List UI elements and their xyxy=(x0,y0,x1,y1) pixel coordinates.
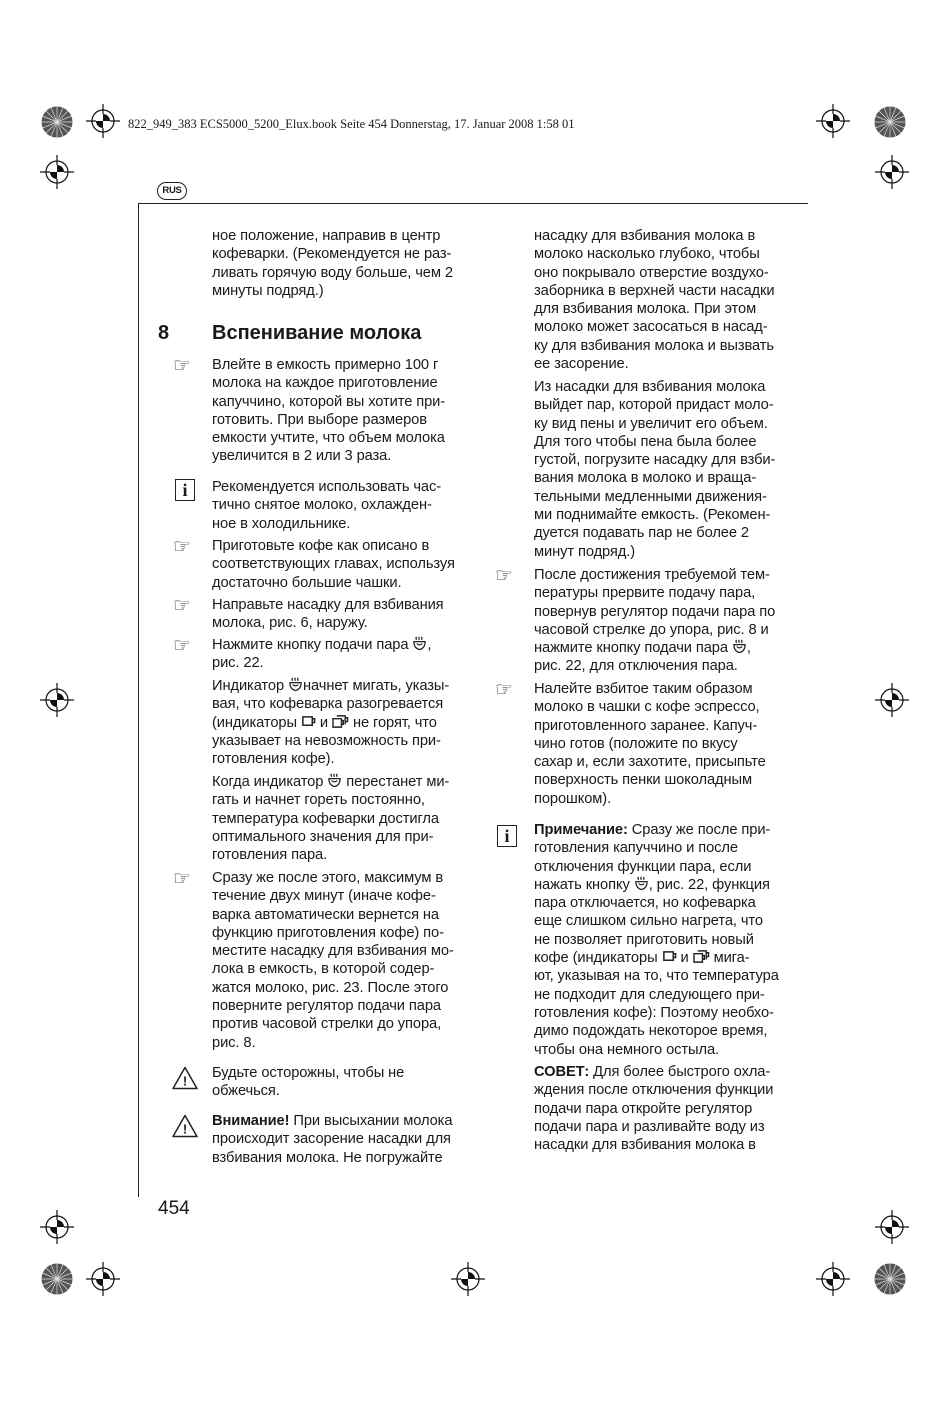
registration-mark xyxy=(875,155,909,189)
steam-icon xyxy=(732,639,747,654)
registration-mark xyxy=(451,1262,485,1296)
paragraph-continued: ное положение, направив в центр кофеварки. (Рекомендуется не раз- ливать горячую воду больше, чем 2 минуты подряд.) xyxy=(212,228,453,299)
warning-note: Внимание! При высыхании молока происходит засорение насадки для взбивания молока. Не погружайте xyxy=(212,1113,453,1166)
steam-icon xyxy=(634,876,649,891)
paragraph: Индикатор начнет мигать, указы- вая, что кофеварка разогревается (индикаторы и не горят, что указывает на невозможность при- готовления кофе). xyxy=(212,678,450,768)
cup-icon xyxy=(662,949,677,964)
instruction-step: Нажмите кнопку подачи пара , рис. 22. xyxy=(212,637,432,672)
registration-mark xyxy=(40,1210,74,1244)
pointing-hand-icon: ☞ xyxy=(173,635,191,657)
cup-icon xyxy=(301,714,316,729)
section-title: Вспенивание молока xyxy=(212,322,422,344)
language-badge: RUS xyxy=(157,182,187,200)
color-target xyxy=(41,106,73,138)
registration-mark xyxy=(816,1262,850,1296)
print-header: 822_949_383 ECS5000_5200_Elux.book Seite 454 Donnerstag, 17. Januar 2008 1:58 01 xyxy=(128,117,575,131)
color-target xyxy=(874,1263,906,1295)
tip-paragraph: СОВЕТ: Для более быстрого охла- ждения после отключения функции подачи пара откройте регулятор подачи пара и разливайте воду из насадки для взбивания молока в xyxy=(534,1064,774,1154)
color-target xyxy=(874,106,906,138)
steam-icon xyxy=(288,677,303,692)
paragraph: насадку для взбивания молока в молоко насколько глубоко, чтобы оно покрывало отверстие воздухо- заборника в верхней части насадки для взбивания молока. При этом молоко может засосаться в насад- ку для взбивания молока и вызвать ее засорение. xyxy=(534,228,775,373)
registration-mark xyxy=(816,104,850,138)
pointing-hand-icon: ☞ xyxy=(495,565,513,587)
registration-mark xyxy=(875,1210,909,1244)
warning-note: Будьте осторожны, чтобы не обжечься. xyxy=(212,1065,405,1100)
top-rule xyxy=(138,203,808,204)
color-target xyxy=(41,1263,73,1295)
info-icon: i xyxy=(175,479,195,501)
two-cups-icon xyxy=(693,949,710,964)
registration-mark xyxy=(86,1262,120,1296)
pointing-hand-icon: ☞ xyxy=(495,679,513,701)
info-icon: i xyxy=(497,825,517,847)
instruction-step: Приготовьте кофе как описано в соответствующих главах, используя достаточно большие чашки. xyxy=(212,538,455,591)
pointing-hand-icon: ☞ xyxy=(173,536,191,558)
pointing-hand-icon: ☞ xyxy=(173,595,191,617)
two-cups-icon xyxy=(332,714,349,729)
paragraph: Когда индикатор перестанет ми- гать и начнет гореть постоянно, температура кофеварки достигла оптимального значения для при- готовления пара. xyxy=(212,774,450,864)
registration-mark xyxy=(40,155,74,189)
registration-mark xyxy=(875,683,909,717)
pointing-hand-icon: ☞ xyxy=(173,868,191,890)
instruction-step: Влейте в емкость примерно 100 г молока на каждое приготовление капуччино, которой вы хотите при- готовить. При выборе размеров емкости учтите, что объем молока увеличится в 2 или 3 раза. xyxy=(212,357,446,465)
info-note: Рекомендуется использовать час- тично снятое молоко, охлажден- ное в холодильнике. xyxy=(212,479,442,532)
steam-icon xyxy=(327,773,342,788)
paragraph: Из насадки для взбивания молока выйдет пар, которой придаст моло- ку вид пены и увеличит его объем. Для того чтобы пена была более густой, погрузите насадку для взби- вания молока в молоко и враща- тельными медленными движения- ми поднимайте емкость. (Рекомен- дуется подавать пар не более 2 минут подряд.) xyxy=(534,379,776,560)
instruction-step: Налейте взбитое таким образом молоко в чашки с кофе эспрессо, приготовленного заранее. Капуч- чино готов (положите по вкусу сахар и, если захотите, присыпьте поверхность пенки шоколадным порошком). xyxy=(534,681,766,807)
section-number: 8 xyxy=(158,322,170,344)
instruction-step: Сразу же после этого, максимум в течение двух минут (иначе кофе- варка автоматически вернется на функцию приготовления кофе) по- местите насадку для взбивания мо- лока в емкость, в которой содер- жатся молоко, рис. 23. После этого поверните регулятор подачи пара против часовой стрелки до упора, рис. 8. xyxy=(212,870,454,1051)
instruction-step: Направьте насадку для взбивания молока, рис. 6, наружу. xyxy=(212,597,444,632)
registration-mark xyxy=(40,683,74,717)
pointing-hand-icon: ☞ xyxy=(173,355,191,377)
steam-icon xyxy=(412,636,427,651)
warning-icon xyxy=(172,1066,198,1090)
registration-mark xyxy=(86,104,120,138)
margin-rule xyxy=(138,204,139,1197)
instruction-step: После достижения требуемой тем- пературы прервите подачу пара, повернув регулятор подачи пара по часовой стрелке до упора, рис. 8 и нажмите кнопку подачи пара , рис. 22, для отключения пара. xyxy=(534,567,776,675)
warning-icon xyxy=(172,1114,198,1138)
info-note: Примечание: Сразу же после при- готовления капуччино и после отключения функции пара, если нажать кнопку , рис. 22, функция пара отключается, но кофеварка еще слишком сильно нагрета, что не позволяет приготовить новый кофе (индикаторы и мига- ют, указывая на то, что температура не подходит для следующего при- готовления кофе): Поэтому необхо- димо подождать некоторое время, чтобы она немного остыла. xyxy=(534,822,779,1058)
page-number: 454 xyxy=(158,1198,190,1219)
